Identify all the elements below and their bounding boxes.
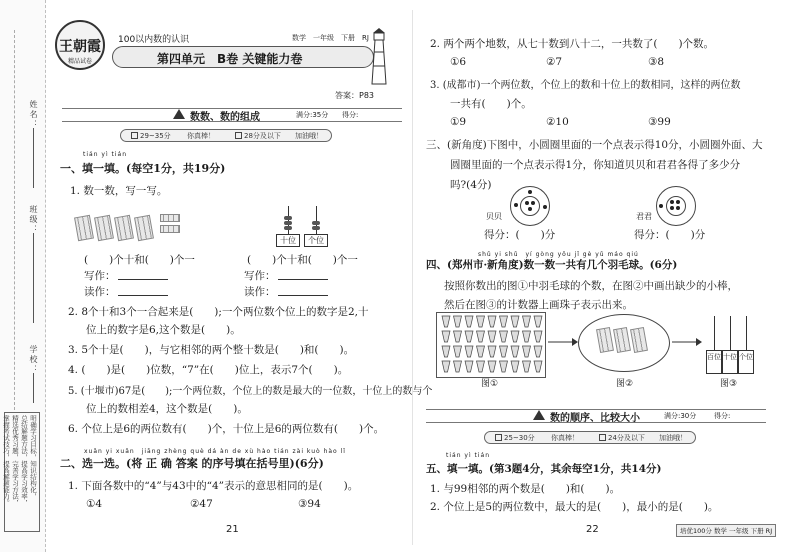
answer-line[interactable] <box>278 295 328 296</box>
score-fill: 得分：( )分 <box>484 229 556 241</box>
series-title: 100以内数的认识 <box>118 35 190 45</box>
q3-heading: 三、(新角度)下图中，小圆圈里面的一个点表示得10分，小圆圈外面、大 <box>426 139 763 151</box>
option[interactable]: ③94 <box>298 498 321 510</box>
single-sticks <box>160 225 180 233</box>
class-line <box>33 233 34 323</box>
option[interactable]: ②7 <box>546 56 563 68</box>
section-title: 数数、数的组成 <box>190 112 260 123</box>
dot <box>676 200 680 204</box>
checkbox-icon[interactable] <box>495 434 502 441</box>
stick-bundle <box>134 215 154 241</box>
q1-sub2-cont: 位上的数字是6,这个数是( )。 <box>86 324 241 336</box>
abacus-bead <box>284 221 292 225</box>
option[interactable]: ①6 <box>450 56 467 68</box>
option[interactable]: ③99 <box>648 116 671 128</box>
fill-tens-ones: ( )个十和( )个一 <box>84 254 195 266</box>
score-rating-box <box>484 431 696 444</box>
stick-bundle <box>94 215 114 241</box>
rating-range: 25~30分 <box>504 434 535 442</box>
abacus-bead <box>312 226 320 230</box>
q5-heading: 五、填一填。(第3题4分，其余每空1分，共14分) <box>426 463 662 475</box>
dot <box>670 206 674 210</box>
logo-subtitle: 精品试卷 <box>67 58 92 65</box>
dot <box>531 201 535 205</box>
slogan-line: 掌握考试技巧，提高解题能力。 <box>2 415 10 506</box>
read-label: 读作： <box>84 286 116 298</box>
q1-sub5: 5. (十堰市)67是( );一个两位数，个位上的数是最大的一位数，十位上的数与个 <box>68 386 433 397</box>
name-line <box>33 128 34 188</box>
answer-ref: 答案：P83 <box>335 91 375 100</box>
stick-bundle <box>74 215 94 241</box>
small-circle <box>520 196 540 216</box>
q1-sub3: 3. 5个十是( )，与它相邻的两个整十数是( )和( )。 <box>68 344 355 356</box>
q2-sub2: 2. 两个两个地数，从七十数到八十二，一共数了( )个数。 <box>430 38 715 50</box>
school-label: 学校： <box>29 345 38 375</box>
fig-label: 图② <box>616 379 634 389</box>
option[interactable]: ①9 <box>450 116 467 128</box>
page-divider <box>412 10 413 545</box>
q1-sub2: 2. 8个十和3个一合起来是( );一个两位数个位上的数字是2,十 <box>68 306 369 318</box>
brand-logo <box>55 20 105 70</box>
full-score: 满分:35分 <box>296 111 329 119</box>
answer-line[interactable] <box>278 279 328 280</box>
abacus-bead <box>284 216 292 220</box>
slogan-line: 明确学习目标，知识结构化， <box>29 415 37 500</box>
checkbox-icon[interactable] <box>599 434 606 441</box>
fig-label: 图③ <box>720 379 738 389</box>
full-score: 满分:30分 <box>664 412 697 420</box>
q5-sub2: 2. 个位上是5的两位数中，最大的是( )，最小的是( )。 <box>430 501 719 513</box>
dot <box>528 190 532 194</box>
pinyin: shǔ yi shǔ yí gòng yǒu jǐ gè yǔ máo qiú <box>478 251 639 258</box>
grade-meta: 数学 一年级 下册 RJ <box>292 34 369 42</box>
checkbox-icon[interactable] <box>235 132 242 139</box>
arrow-icon <box>548 336 578 348</box>
pinyin: tián yì tián <box>83 151 128 158</box>
beibei-label: 贝贝 <box>486 212 502 221</box>
q4-desc: 按照你数出的图①中羽毛球的个数，在图②中画出缺少的小棒， <box>444 280 738 292</box>
dot <box>659 204 663 208</box>
pinyin: xuǎn yi xuǎn jiāng zhèng què dá àn de xù hào tián zài kuò hào lǐ <box>84 448 346 455</box>
q2-heading: 二、选一选。(将 正 确 答案 的序号填在括号里)(6分) <box>60 457 324 470</box>
q1-sub6: 6. 个位上是6的两位数有( )个，十位上是6的两位数有( )个。 <box>68 423 385 435</box>
q1-sub4: 4. ( )是( )位数，“7”在( )位上，表示7个( )。 <box>68 364 349 376</box>
slogan-line: 总结解题方法，提高学习效率， <box>20 415 28 506</box>
rating-range: 29~35分 <box>140 132 171 140</box>
q1-heading: 一、填一填。(每空1分，共19分) <box>60 162 226 175</box>
rating-range: 24分及以下 <box>608 434 645 442</box>
abacus-tens-label: 十位 <box>276 234 300 247</box>
counter-rod <box>746 316 747 350</box>
pinyin: tián yì tián <box>446 452 491 459</box>
q4-desc: 然后在图③的计数器上画珠子表示出来。 <box>444 299 633 311</box>
q2-sub3-cont: 一共有( )个。 <box>450 98 532 110</box>
single-sticks <box>160 214 180 222</box>
write-label: 写作： <box>244 270 276 282</box>
score-rating-box <box>120 129 332 142</box>
answer-line[interactable] <box>118 295 168 296</box>
rating-range: 28分及以下 <box>244 132 281 140</box>
answer-line[interactable] <box>118 279 168 280</box>
title-banner <box>112 46 374 68</box>
option[interactable]: ③8 <box>648 56 665 68</box>
footer-tag: 培优100分 数学 一年级 下册 RJ <box>676 524 776 537</box>
q5-sub1: 1. 与99相邻的两个数是( )和( )。 <box>430 483 621 495</box>
read-label: 读作： <box>244 286 276 298</box>
class-label: 班级： <box>29 205 38 235</box>
slogan-line: 精选优秀习题，完善学习方法， <box>11 415 19 506</box>
page-number-left: 21 <box>226 524 239 535</box>
q1-sub1: 1. 数一数，写一写。 <box>70 185 168 197</box>
q1-sub5-cont: 位上的数相差4，这个数是( )。 <box>86 403 248 415</box>
dot <box>528 207 532 211</box>
rating-text: 你真棒！ <box>187 132 215 140</box>
option[interactable]: ①4 <box>86 498 103 510</box>
lighthouse-icon <box>368 28 390 86</box>
school-line <box>33 373 34 403</box>
rating-text: 你真棒！ <box>551 434 579 442</box>
dot <box>543 205 547 209</box>
counter-rod <box>730 316 731 350</box>
triangle-icon <box>172 108 186 120</box>
stick-bundle <box>114 215 134 241</box>
write-label: 写作： <box>84 270 116 282</box>
abacus-bead <box>312 221 320 225</box>
abacus-bead <box>284 226 292 230</box>
cut-line <box>14 30 15 410</box>
hundreds-label: 百位 <box>706 350 722 374</box>
ones-label: 个位 <box>738 350 754 374</box>
abacus-ones-label: 个位 <box>304 234 328 247</box>
rating-text: 加油哦！ <box>295 132 323 140</box>
rating-text: 加油哦！ <box>659 434 687 442</box>
tens-label: 十位 <box>722 350 738 374</box>
score-fill: 得分：( )分 <box>634 229 706 241</box>
fig-label: 图① <box>481 379 499 389</box>
unit-title: 第四单元 B卷 关键能力卷 <box>157 52 303 66</box>
dot <box>525 201 529 205</box>
page-number-right: 22 <box>586 524 599 535</box>
gained-score: 得分: <box>342 111 359 119</box>
section-title: 数的顺序、比较大小 <box>550 413 640 424</box>
q2-sub1: 1. 下面各数中的“4”与43中的“4”表示的意思相同的是( )。 <box>68 480 359 492</box>
q3-heading-cont: 圆圈里面的一个点表示得1分，你知道贝贝和君君各得了多少分 <box>450 159 741 171</box>
slogan-box <box>4 412 40 532</box>
gained-score: 得分: <box>714 412 731 420</box>
junjun-label: 君君 <box>636 212 652 221</box>
shuttlecock-grid <box>436 312 546 378</box>
option[interactable]: ②47 <box>190 498 213 510</box>
counter-rod <box>714 316 715 350</box>
q3-heading-cont: 吗?(4分) <box>450 179 492 191</box>
dot <box>676 206 680 210</box>
q4-heading: 四、(郑州市·新角度)数一数一共有几个羽毛球。(6分) <box>426 259 678 271</box>
dot <box>670 200 674 204</box>
logo-title: 王朝霞 <box>59 39 101 55</box>
triangle-icon <box>532 409 546 421</box>
q2-sub3: 3. (成都市)一个两位数，个位上的数和十位上的数相同，这样的两位数 <box>430 80 741 91</box>
fill-tens-ones: ( )个十和( )个一 <box>247 254 358 266</box>
checkbox-icon[interactable] <box>131 132 138 139</box>
name-label: 姓名： <box>29 100 38 130</box>
dot <box>514 203 518 207</box>
option[interactable]: ②10 <box>546 116 569 128</box>
arrow-icon <box>672 336 702 348</box>
binding-margin <box>0 0 46 552</box>
